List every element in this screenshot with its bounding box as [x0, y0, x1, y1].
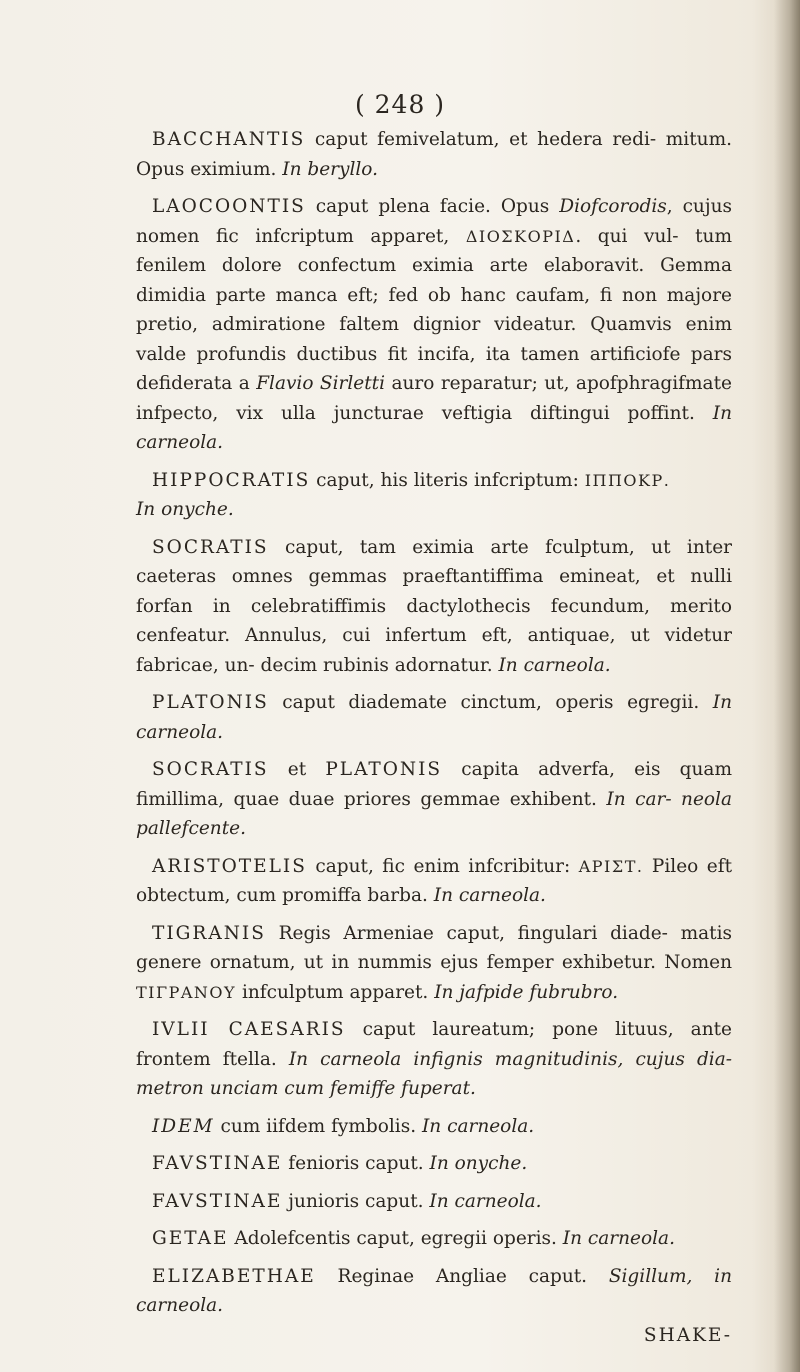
entry-text: infculptum apparet. [236, 981, 435, 1003]
entry-head: IVLII CAESARIS [152, 1019, 346, 1040]
entry-text: . qui vul- tum fenilem dolore confectum eximia arte elaboravit. Gemma dimidia parte manca eft; fed ob hanc caufam, fi non majore pretio, admiratione faltem dignior videatur. Quamvis enim valde profundis ductibus fit incifa, ita tamen artificiofe pars defiderata a [136, 225, 732, 394]
catchword-line [136, 1321, 732, 1351]
entry-text: Pileo eft obtectum, cum promiffa barba. [136, 855, 732, 906]
entry-socratis-platonis [136, 755, 732, 844]
page-number: ( 248 ) [354, 90, 446, 119]
entry-head: LAOCOONTIS [152, 196, 306, 217]
entry-head: FAVSTINAE [152, 1190, 283, 1212]
entry-faustinae-junioris [136, 1187, 732, 1217]
entry-material: Sigillum, in carneola. [136, 1265, 732, 1316]
entry-material: In carneola. [136, 402, 732, 453]
entry-head: FAVSTINAE [152, 1153, 283, 1174]
entry-socratis [136, 533, 732, 681]
entry-author: Diofcorodis [559, 196, 667, 217]
entry-head: TIGRANIS [152, 922, 266, 944]
entry-text: et [268, 759, 326, 780]
entry-text: capita adverfa, eis quam fimillima, quae duae priores gemmae exhibent. [136, 759, 732, 810]
entry-idem [136, 1112, 732, 1142]
entry-material: In carneola. [562, 1228, 675, 1249]
entry-material: In carneola. [421, 1115, 535, 1137]
entry-text: Reginae Angliae caput. [315, 1265, 609, 1287]
entry-text: Regis Armeniae caput, fingulari diade- matis genere ornatum, ut in nummis ejus femper exhibetur. Nomen [136, 922, 732, 973]
entry-head: GETAE [152, 1228, 229, 1249]
entry-getae [136, 1224, 732, 1254]
entry-caesaris [136, 1015, 732, 1104]
entry-material: In car- neola pallefcente. [136, 788, 732, 839]
entry-material: In carneola. [433, 885, 546, 906]
entry-laocoontis [136, 192, 732, 458]
entry-text: caput femivelatum, et hedera redi- mitum. Opus eximium. [136, 129, 732, 180]
entry-head: ELIZABETHAE [152, 1265, 316, 1287]
entry-text: auro reparatur; ut, apofphragifmate infpecto, vix ulla juncturae veftigia diftingui poffint. [136, 373, 732, 424]
entry-tigranis [136, 919, 732, 1008]
catchword: SHAKE- [643, 1324, 732, 1346]
entry-owner: Flavio Sirletti [256, 373, 386, 394]
entry-text: caput laureatum; pone lituus, ante frontem ftella. [136, 1019, 732, 1070]
entry-material: In carneola. [429, 1190, 542, 1212]
greek-inscription: ΑΡΙΣΤ. [578, 856, 644, 876]
entry-text: caput, fic enim infcribitur: [306, 855, 579, 877]
greek-inscription: ΤΙΓΡΑΝΟΥ [136, 982, 237, 1002]
entry-text: , cujus nomen fic infcriptum apparet, [136, 196, 732, 247]
entry-material: In jafpide fubrubro. [434, 981, 619, 1003]
entry-text: caput, his literis infcriptum: [310, 469, 585, 491]
greek-inscription: ΔΙΟΣΚΟΡΙΔ [465, 226, 576, 246]
entry-bacchantis [136, 125, 732, 184]
entry-material: In onyche. [136, 499, 234, 520]
entry-faustinae-senioris [136, 1149, 732, 1179]
entry-text: caput plena facie. Opus [305, 196, 560, 217]
entry-material: In beryllo. [282, 158, 378, 180]
entry-text: junioris caput. [282, 1190, 430, 1212]
page-edge-shadow [774, 0, 800, 1372]
entry-material: In carneola. [498, 654, 611, 676]
entry-head: IDEM [152, 1115, 215, 1137]
entry-material: In carneola infignis magnitudinis, cujus dia- metron unciam cum femiffe fuperat. [136, 1048, 732, 1099]
entry-head: SOCRATIS [152, 536, 269, 558]
entry-head: ARISTOTELIS [152, 855, 307, 877]
entry-head: SOCRATIS [152, 759, 269, 780]
entry-head: PLATONIS [325, 759, 443, 780]
entry-text: caput diademate cinctum, operis egregii. [268, 692, 713, 713]
entry-material: In onyche. [429, 1153, 528, 1174]
entry-head: PLATONIS [152, 692, 269, 713]
entry-text: cum iifdem fymbolis. [214, 1115, 422, 1137]
entry-text: caput, tam eximia arte fculptum, ut inter caeteras omnes gemmas praeftantiffima emineat, et nulli forfan in celebratiffimis dactylothecis fecundum, merito cenfeatur. Annulus, cui infertum eft, antiquae, ut videtur fabricae, un- decim rubinis adornatur. [136, 536, 732, 676]
entry-elizabethae [136, 1262, 732, 1321]
entry-text: fenioris caput. [282, 1153, 430, 1174]
catalogue-text [136, 125, 732, 1350]
greek-inscription: ΙΠΠΟΚΡ. [584, 470, 671, 490]
entry-material: In carneola. [136, 692, 732, 743]
entry-platonis [136, 688, 732, 747]
entry-head: BACCHANTIS [152, 129, 306, 150]
entry-aristotelis [136, 852, 732, 911]
entry-hippocratis [136, 466, 732, 525]
entry-head: HIPPOCRATIS [152, 469, 311, 491]
entry-text: Adolefcentis caput, egregii operis. [228, 1228, 563, 1249]
